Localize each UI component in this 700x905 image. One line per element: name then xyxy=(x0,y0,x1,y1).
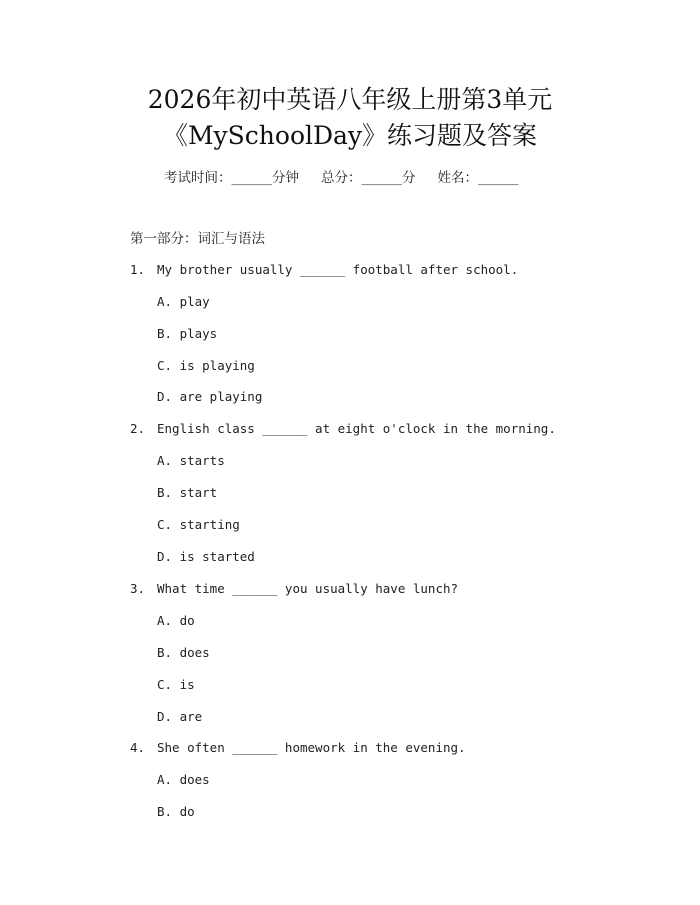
option-2c: C. starting xyxy=(157,517,240,532)
option-4a: A. does xyxy=(157,772,210,787)
total-score-field: 总分：______分 xyxy=(321,170,416,186)
option-1c: C. is playing xyxy=(157,358,255,373)
question-number: 4. xyxy=(130,740,146,755)
option-1d: D. are playing xyxy=(157,389,263,404)
question-number: 2. xyxy=(130,421,146,436)
question-4 xyxy=(130,740,466,756)
option-3c: C. is xyxy=(157,677,195,692)
option-4b: B. do xyxy=(157,804,195,819)
question-text: She often ______ homework in the evening. xyxy=(157,740,466,755)
exam-info-line xyxy=(164,169,519,187)
section-title: 第一部分：词汇与语法 xyxy=(130,231,265,247)
question-3 xyxy=(130,581,458,597)
document-title-line-2: 《MySchoolDay》练习题及答案 xyxy=(162,121,538,150)
question-number: 3. xyxy=(130,581,146,596)
option-3b: B. does xyxy=(157,645,210,660)
question-text: My brother usually ______ football after school. xyxy=(157,262,519,277)
question-text: English class ______ at eight o'clock in the morning. xyxy=(157,421,556,436)
option-2b: B. start xyxy=(157,485,218,500)
option-3a: A. do xyxy=(157,613,195,628)
option-1a: A. play xyxy=(157,294,210,309)
option-2a: A. starts xyxy=(157,453,225,468)
question-1 xyxy=(130,262,518,278)
option-1b: B. plays xyxy=(157,326,218,341)
option-3d: D. are xyxy=(157,709,203,724)
exam-time-field: 考试时间：______分钟 xyxy=(164,170,299,186)
document-title-line-1: 2026年初中英语八年级上册第3单元 xyxy=(147,85,553,114)
question-number: 1. xyxy=(130,262,146,277)
student-name-field: 姓名：______ xyxy=(437,170,519,186)
question-2 xyxy=(130,421,556,437)
option-2d: D. is started xyxy=(157,549,255,564)
question-text: What time ______ you usually have lunch? xyxy=(157,581,459,596)
